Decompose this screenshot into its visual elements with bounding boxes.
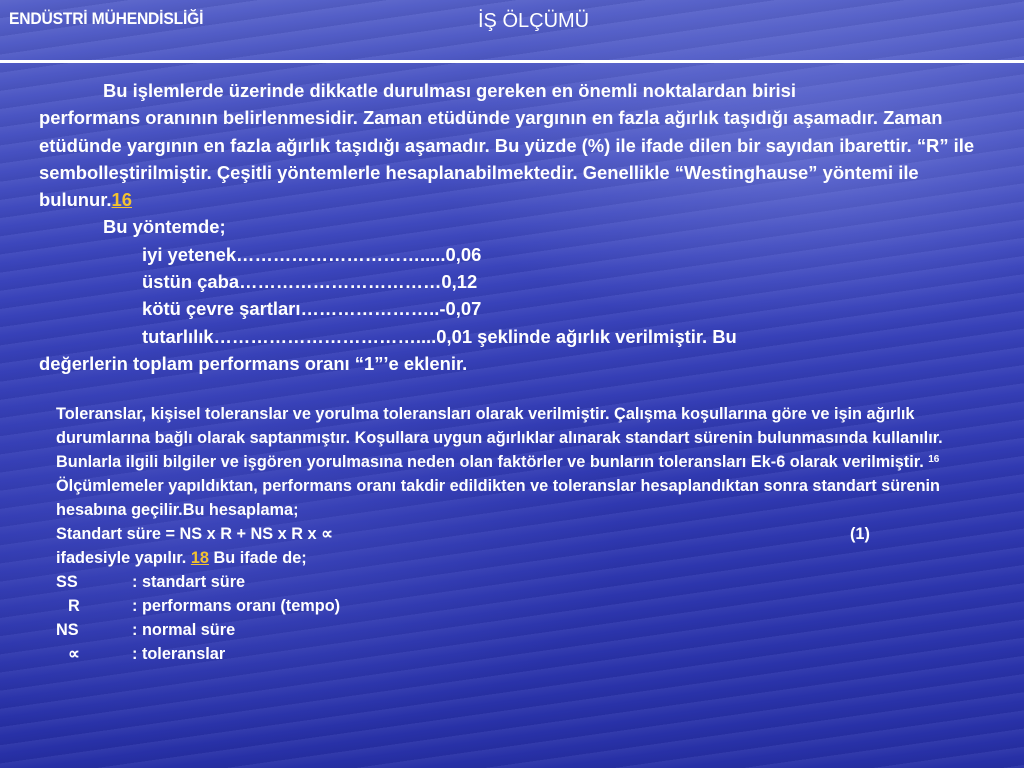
- expressed-suffix: Bu ifade de;: [213, 549, 307, 567]
- definition-row: [30, 642, 990, 666]
- definition-symbol: R: [68, 597, 80, 615]
- paragraph-1-first-line: Bu işlemlerde üzerinde dikkatle durulması gereken en önemli noktalardan birisi: [103, 80, 796, 101]
- tolerances-text: Toleranslar, kişisel toleranslar ve yorulma toleransları olarak verilmiştir. Çalışma koşullarına göre ve işin ağırlık durumlarına bağlı olarak saptanmıştır. Koşullara uygun ağırlıklar alınarak standart sürenin bulunmasında kullanılır. Bunlarla ilgili bilgiler ve işgören yorulmasına neden olan faktörler ve bunların toleransları Ek-6 olarak verilmiştir.: [56, 405, 943, 471]
- paragraph-1-text: performans oranının belirlenmesidir. Zaman etüdünde yargının en fazla ağırlık taşıdığı aşamadır. Zaman etüdünde yargının en fazla ağırlık taşıdığı aşamadır. Bu yüzde (%) ile ifade dilen bir sayıdan ibarettir. “R” ile sembolleştirilmiştir. Çeşitli yöntemlerle hesaplanabilmektedir. Genellikle “Westinghause” yöntemi ile bulunur.: [39, 107, 975, 211]
- definition-meaning: : standart süre: [132, 573, 246, 591]
- course-title: ENDÜSTRİ MÜHENDİSLİĞİ: [9, 9, 204, 28]
- tolerance-section: [30, 402, 990, 666]
- reference-link-18[interactable]: 18: [190, 549, 209, 567]
- measurements-paragraph: Ölçümlemeler yapıldıktan, performans oranı takdir edildikten ve toleranslar hesaplandıktan sonra standart sürenin hesabına geçilir.Bu hesaplama;: [56, 477, 940, 519]
- tolerances-paragraph: [30, 402, 990, 474]
- formula-line: [30, 522, 990, 546]
- paragraph-1-body: [39, 104, 989, 213]
- slide-title: İŞ ÖLÇÜMÜ: [478, 10, 590, 32]
- definition-symbol: SS: [56, 573, 78, 591]
- formula-number: (1): [850, 525, 870, 543]
- header-bar: [0, 0, 1024, 44]
- factor-item: kötü çevre şartları…………………..-0,07: [142, 298, 482, 320]
- formula: Standart süre = NS x R + NS x R x ∝: [56, 525, 333, 543]
- main-text: [39, 77, 989, 377]
- definition-row: [30, 570, 990, 594]
- factor-item: iyi yetenek………………………….....0,06: [142, 243, 482, 265]
- definition-meaning: : normal süre: [132, 621, 236, 639]
- header-divider: [0, 60, 1024, 63]
- expressed-prefix: ifadesiyle yapılır.: [56, 549, 187, 567]
- definition-symbol: NS: [56, 621, 79, 639]
- factor-item: üstün çaba……………………………0,12: [142, 271, 478, 293]
- definition-row: [30, 618, 990, 642]
- reference-link-16[interactable]: 16: [111, 189, 132, 211]
- method-intro: Bu yöntemde;: [103, 216, 226, 238]
- expressed-line: [30, 546, 990, 570]
- definition-symbol: ∝: [68, 645, 80, 663]
- definition-meaning: : performans oranı (tempo): [132, 597, 341, 615]
- definition-row: [30, 594, 990, 618]
- closing-line: değerlerin toplam performans oranı “1”’e eklenir.: [39, 352, 468, 374]
- tolerances-superscript-ref: 16: [928, 454, 940, 465]
- factor-item: tutarlılık……………………………....0,01 şeklinde ağırlık verilmiştir. Bu: [142, 325, 737, 347]
- definition-meaning: : toleranslar: [132, 645, 226, 663]
